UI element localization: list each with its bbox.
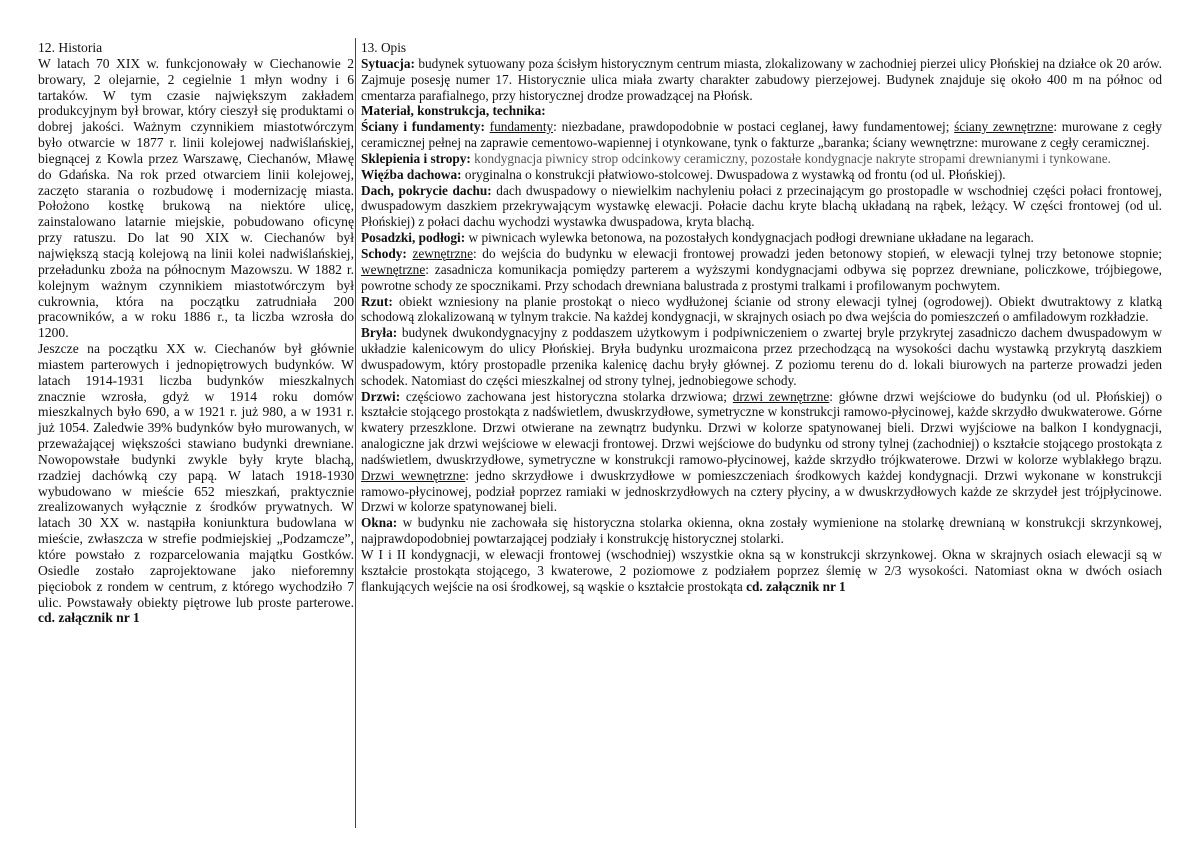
sciany-text-1: : niezbadane, prawdopodobnie w postaci ceglanej, ławy fundamentowej; — [553, 119, 955, 135]
drzwi-text-1: częściowo zachowana jest historyczna stolarka drzwiowa; — [400, 388, 733, 404]
fundamenty-term: fundamenty — [489, 119, 554, 135]
schody-wewnetrzne-term: wewnętrzne — [361, 261, 426, 277]
okna-attachment-ref: cd. załącznik nr 1 — [746, 578, 846, 594]
material-heading-text: Materiał, konstrukcja, technika: — [361, 103, 546, 119]
wiezba-text: oryginalna o konstrukcji płatwiowo-stolcowej. Dwuspadowa z wystawką od frontu (od ul. Płońskiej). — [461, 166, 1006, 182]
bryla-label: Bryła: — [361, 325, 398, 341]
history-heading: 12. Historia — [38, 40, 103, 55]
schody-zewnetrzne-term: zewnętrzne — [412, 245, 473, 261]
sklepienia-text: kondygnacja piwnicy strop odcinkowy ceramiczny, pozostałe kondygnacje nakryte stropami drewnianymi i tynkowane. — [470, 150, 1112, 166]
bryla-text: budynek dwukondygnacyjny z poddaszem użytkowym i podpiwniczeniem o zwartej bryle przykrytej zasadniczo dachem dwuspadowym w układzie kalenicowym do ulicy Płońskiej. Bryła budynku urozmaicona przez przechodzącą na wysokości dachu wystawką przykrytą daszkiem dwuspadowym, który prostopadle przenika kalenicę dachu bryły głównej. Z poziomu terenu do d. lokali biurowych na parterze prowadzi jeden schodek. Natomiast do części mieszkalnej od strony tylnej, jednobiegowe schody. — [361, 325, 1162, 388]
sciany-text-2: : murowane z cegły ceramicznej pełnej na zaprawie cementowo-wapiennej i otynkowane, tynk o fakturze „baranka; ściany wewnętrzne: murowane z cegły ceramicznej. — [361, 119, 1162, 151]
okna-label: Okna: — [361, 515, 398, 531]
wiezba-label: Więźba dachowa: — [361, 166, 462, 182]
schody-text-1: : do wejścia do budynku w elewacji frontowej prowadzi jeden betonowy stopień, w elewacji tylnej trzy betonowe stopnie; — [472, 245, 1162, 261]
dach-text: dach dwuspadowy o niewielkim nachyleniu połaci z przecinającym go prostopadle w wschodniej części połaci frontowej, dwuspadowym daszkiem przekrywającym wystawkę elewacji. Połacie dachu kryte blachą układaną na rąbek, leżący. W części frontowej (od ul. Płońskiej) z połaci dachu wychodzi wystawka dwuspadowa, kryta blachą. — [361, 182, 1162, 230]
section-posadzki — [361, 230, 1162, 246]
section-wiezba — [361, 167, 1162, 183]
sciany-zewnetrzne-term: ściany zewnętrzne — [954, 119, 1054, 135]
section-dach — [361, 183, 1162, 231]
posadzki-text: w piwnicach wylewka betonowa, na pozostałych kondygnacjach podłogi drewniane układane na legarach. — [465, 230, 1034, 246]
history-attachment-ref: cd. załącznik nr 1 — [38, 610, 140, 626]
section-bryla — [361, 325, 1162, 388]
dach-label: Dach, pokrycie dachu: — [361, 182, 492, 198]
rzut-text: obiekt wzniesiony na planie prostokąt o nieco wydłużonej ścianie od strony elewacji tylnej (ogrodowej). Obiekt dwutraktowy z klatką schodową zlokalizowaną w tylnym trakcie. Na każdej kondygnacji, w skrajnych osiach po dwa wejścia do pomieszczeń o amfiladowym rozkładzie. — [361, 293, 1162, 325]
history-paragraph-1: W latach 70 XIX w. funkcjonowały w Ciechanowie 2 browary, 2 olejarnie, 2 cegielnie 1 młyn wodny i 6 tartaków. W tym czasie największym zakładem produkcyjnym był browar, który cieszył się produktami o dobrej jakości. Ważnym czynnikiem miastotwórczym było otwarcie w 1877 r. linii kolejowej nadwiślańskiej, biegnącej z Kowla przez Warszawę, Ciechanów, Mławę do Gdańska. Na rok przed otwarciem linii kolejowej, zaczęto starania o rozbudowę i modernizację miasta. Położono kostkę brukową na niektóre ulicę, zainstalowano latarnie miejskie, pobudowano oficynę przy ratuszu. Do lat 90 XIX w. Ciechanów był największą stacją kolejową na linii kolei nadwiślańskiej, przeładunku zboża na północnym Mazowszu. W 1882 r. kolejnym ważnym czynnikiem miastotwórczym był cukrownia, która na początku zatrudniała 200 pracowników, a w roku 1886 r., ta liczba wzrosła do 1200. — [38, 55, 354, 341]
history-column — [38, 40, 354, 626]
section-rzut — [361, 294, 1162, 326]
history-paragraph-2 — [38, 341, 354, 626]
material-heading — [361, 103, 1162, 119]
drzwi-text-2: : główne drzwi wejściowe do budynku (od ul. Płońskiej) o kształcie stojącego prostokąta z nadświetlem, dwuskrzydłowe, symetryczne w konstrukcji ramowo-płycinowej, każde skrzydło dwukwaterowe. Górne kwatery przeszklone. Drzwi otwierane na zewnątrz budynku. Drzwi w kolorze spatynowanej bieli. Drzwi wyjściowe na balkon I kondygnacji, analogiczne jak drzwi wejściowe w elewacji frontowej. Drzwi wejściowe do budynku od strony tylnej (zachodniej) o kształcie stojącego prostokąta z nadświetlem, dwuskrzydłowe, symetryczne w konstrukcji ramowo-płycinowej, każde skrzydło trójkwaterowe. Drzwi w kolorze wyblakłego brązu. — [361, 388, 1162, 467]
posadzki-label: Posadzki, podłogi: — [361, 230, 466, 246]
okna-text: w budynku nie zachowała się historyczna stolarka okienna, okna zostały wymienione na stolarkę drewnianą w konstrukcji skrzynkowej, najprawdopodobniej powtarzającej podziały i konstrukcję historycznej stolarki. — [361, 515, 1162, 547]
description-column — [361, 40, 1162, 595]
drzwi-zewnetrzne-term: drzwi zewnętrzne — [732, 388, 830, 404]
column-divider — [355, 38, 356, 828]
rzut-label: Rzut: — [361, 293, 393, 309]
section-okna — [361, 515, 1162, 547]
drzwi-text-3: : jedno skrzydłowe i dwuskrzydłowe w pomieszczeniach środkowych każdej kondygnacji. Drzwi wykonane w konstrukcji ramowo-płycinowej, podział poprzez ramiaki w jednoskrzydłowych na cztery płyciny, a w dwuskrzydłowych każde ze skrzydeł jest trójpłycinowe. Drzwi w kolorze spatynowanej bieli. — [361, 467, 1162, 515]
history-paragraph-2-text: Jeszcze na początku XX w. Ciechanów był głównie miastem parterowych i jednopiętrowych budynków. W latach 1914-1931 liczba budynków mieszkalnych znacznie wzrosła, gdyż w 1914 roku domów mieszkalnych było 690, a w 1921 r. już 980, a w 1931 r. już 1054. Zaledwie 39% budynków było murowanych, w przeważającej większości stawiano budynki drewniane. Nowopowstałe budynki zwykle były kryte blachą, rzadziej dachówką czy papą. W latach 1918-1930 wybudowano w mieście 652 mieszkań, praktycznie zrealizowanych wyłącznie z środków prywatnych. W latach 30 XX w. nastąpiła koniunktura budowlana w mieście, zwłaszcza w strefie podmiejskiej „Podzamcze”, które powstało z rozparcelowania majątku Gostków. Osiedle zostało zaprojektowane jako nieforemny pięciobok z rondem w centrum, z którego wychodziło 7 ulic. Powstawały obiekty piętrowe lub proste parterowe. — [38, 341, 354, 610]
sklepienia-label: Sklepienia i stropy: — [361, 150, 471, 166]
schody-text-2: : zasadnicza komunikacja pomiędzy parterem a wyższymi kondygnacjami odbywa się poprzez drewniane, policzkowe, trójbiegowe, powrotne schody ze spocznikami. Przy schodach drewniana balustrada z prostymi tralkami i profilowanym pochwytem. — [361, 261, 1162, 293]
section-drzwi — [361, 389, 1162, 516]
section-schody — [361, 246, 1162, 294]
schody-label: Schody: — [361, 245, 407, 261]
drzwi-wewnetrzne-term: Drzwi wewnętrzne — [361, 467, 466, 483]
section-sklepienia — [361, 151, 1162, 167]
sytuacja-label: Sytuacja: — [361, 55, 415, 71]
section-sciany — [361, 119, 1162, 151]
drzwi-label: Drzwi: — [361, 388, 401, 404]
okna-paragraph-2: W I i II kondygnacji, w elewacji frontowej (wschodniej) wszystkie okna są w konstrukcji skrzynkowej. Okna w skrajnych osiach elewacji są w kształcie prostokąta stojącego, 3 kwaterowe, 2 poziomowe z podziałem poprzez ślemię w 2/3 wysokości. Natomiast okna w dwóch osiach flankujących wejście na osi środkowej, są wąskie o kształcie prostokąta — [361, 547, 1162, 594]
section-sytuacja — [361, 56, 1162, 104]
sciany-label: Ściany i fundamenty: — [361, 119, 485, 135]
sytuacja-text: budynek sytuowany poza ścisłym historycznym centrum miasta, zlokalizowany w zachodniej pierzei ulicy Płońskiej na działce ok 20 arów. Zajmuje posesję numer 17. Historycznie ulica miała zwarty charakter zabudowy pierzejowej. Budynek znajduje się około 400 m na północ od cmentarza parafialnego, przy historycznej drodze prowadzącej na Płońsk. — [361, 55, 1162, 103]
description-heading: 13. Opis — [361, 40, 407, 55]
section-okna-2 — [361, 547, 1162, 595]
